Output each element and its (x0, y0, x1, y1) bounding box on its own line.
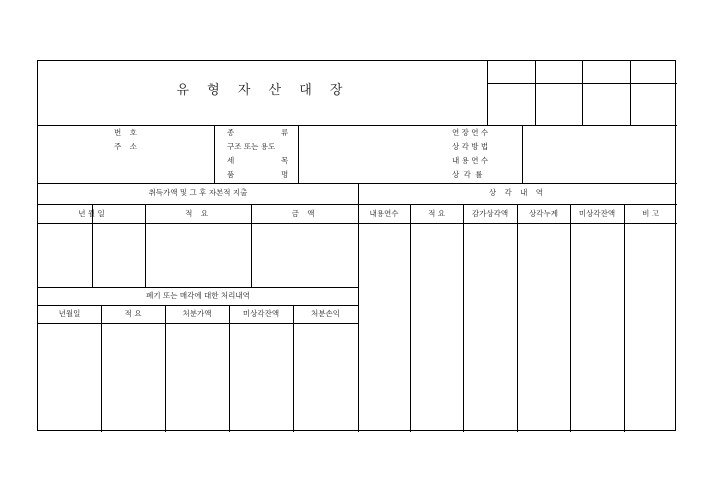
detail-label-a: 세 (227, 156, 235, 165)
disp-col-divider (293, 305, 294, 432)
structure-use-label: 구조 또는 용도 (227, 142, 276, 151)
acquisition-section-title: 취득가액 및 그 후 자본적 지출 (148, 188, 248, 197)
disposal-title-bottom (38, 305, 358, 306)
info-divider (214, 125, 215, 183)
address-label: 주 소 (114, 142, 140, 151)
dep-col-divider (463, 204, 464, 432)
dep-header-remarks: 비 고 (642, 209, 659, 218)
kind-label-a: 종 (227, 128, 235, 137)
dep-col-divider (570, 204, 571, 432)
depreciation-method-label: 상 각 방 법 (452, 142, 489, 151)
item-label-a: 품 (227, 170, 235, 179)
dep-col-divider (410, 204, 411, 432)
acq-header-summary: 적 요 (185, 209, 211, 218)
disp-col-divider (229, 305, 230, 432)
info-divider (522, 125, 523, 183)
detail-label-b: 목 (281, 156, 289, 165)
info-divider (298, 125, 299, 183)
depreciation-section-title: 상 각 내 역 (488, 188, 547, 197)
dep-col-divider (624, 204, 625, 432)
disp-header-date: 년월일 (58, 309, 81, 318)
number-label: 번 호 (114, 128, 140, 137)
dep-header-useful-life: 내용연수 (369, 209, 399, 218)
title-separator (38, 125, 677, 126)
approval-box-header-line (487, 83, 677, 84)
disposal-title-top (38, 287, 358, 288)
section-divider (358, 183, 359, 432)
kind-label-b: 류 (281, 128, 289, 137)
depreciation-rate-label: 상 각 률 (452, 170, 484, 179)
dep-header-depreciation: 감가상각액 (471, 209, 509, 218)
item-label-b: 명 (281, 170, 289, 179)
extension-years-label: 연 장 연 수 (452, 128, 489, 137)
disp-col-divider (101, 305, 102, 432)
disp-header-gain-loss: 처분손익 (311, 309, 340, 318)
acq-header-date: 년 월 일 (78, 209, 105, 218)
dep-header-balance: 미상각잔액 (578, 209, 616, 218)
fixed-asset-ledger-form (37, 60, 676, 431)
approval-box-border (487, 61, 488, 125)
disp-header-balance: 미상각잔액 (242, 309, 280, 318)
disposal-header-bottom (38, 323, 358, 324)
dep-header-accumulated: 상각누계 (529, 209, 558, 218)
approval-box-divider (535, 61, 536, 125)
disposal-section-title: 폐기 또는 매각에 대한 처리내역 (146, 291, 250, 300)
useful-life-label: 내 용 연 수 (452, 156, 489, 165)
dep-col-divider (517, 204, 518, 432)
acq-header-amount: 금 액 (291, 209, 318, 218)
approval-box-divider (630, 61, 631, 125)
form-title: 유 형 자 산 대 장 (176, 83, 350, 98)
dep-header-summary: 적 요 (428, 209, 445, 218)
approval-box-divider (582, 61, 583, 125)
disp-header-summary: 적 요 (124, 309, 142, 318)
disp-header-price: 처분가액 (182, 309, 212, 318)
disp-col-divider (165, 305, 166, 432)
